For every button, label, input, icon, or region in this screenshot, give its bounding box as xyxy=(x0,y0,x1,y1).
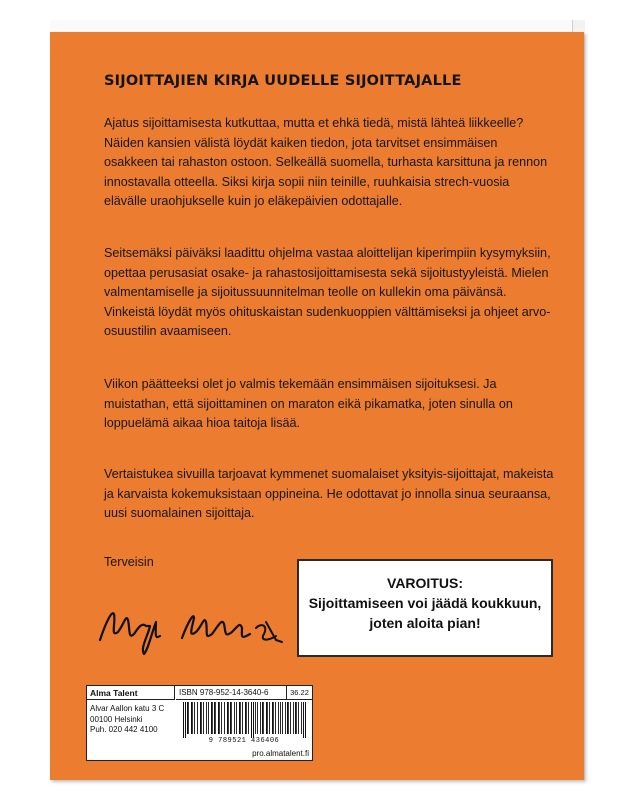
barcode-bar xyxy=(280,702,281,734)
handwritten-signature xyxy=(90,592,290,662)
barcode-bar xyxy=(206,702,207,734)
barcode-bar xyxy=(221,702,222,734)
barcode-bar xyxy=(185,702,186,738)
barcode-bar xyxy=(290,702,291,734)
paragraph-week-end: Viikon päätteeksi olet jo valmis tekemään ensimmäisen sijoituksesi. Ja muistathan, että sijoittaminen on maraton eikä pikamatka, joten sinulla on loppuelämä aikaa hioa taitoja lisää. xyxy=(104,377,513,431)
barcode-bar xyxy=(245,702,247,734)
barcode-bar xyxy=(287,702,289,734)
barcode-bar xyxy=(183,702,184,738)
barcode-bar xyxy=(266,702,268,734)
barcode-bar xyxy=(191,702,193,734)
barcode-bar xyxy=(230,702,232,734)
barcode-bar xyxy=(260,702,261,734)
barcode-bar xyxy=(301,702,302,734)
barcode-bar xyxy=(293,702,294,734)
warning-box xyxy=(297,559,553,657)
barcode-bar xyxy=(239,702,241,734)
barcode-bar xyxy=(262,702,264,734)
barcode-bar xyxy=(211,702,213,734)
barcode-bar xyxy=(234,702,235,734)
address-line: Alvar Aallon katu 3 C xyxy=(90,704,165,713)
barcode-bar xyxy=(298,702,299,734)
barcode-bar xyxy=(242,702,243,734)
barcode-bar xyxy=(257,702,258,734)
barcode-bar xyxy=(255,702,256,734)
barcode-bar xyxy=(253,702,254,738)
paragraph-program: Seitsemäksi päiväksi laadittu ohjelma vastaa aloittelijan kiperimpiin kysymyksiin, opettaa perusasiat osake- ja rahastosijoittamisesta sekä sijoitustyyleistä. Mielen valmentamiselle ja sijoitussuunnitelman teolle on kullekin oma päivänsä. Vinkeistä löydät myös ohituskaistan sudenkuoppien välttämiseksi ja ohjeet arvo-osuustilin avaamiseen. xyxy=(104,246,551,339)
address-line: 00100 Helsinki xyxy=(90,714,143,724)
barcode-bar xyxy=(282,702,283,734)
barcode-bar xyxy=(236,702,237,734)
barcode-bar xyxy=(305,702,306,738)
barcode-bar xyxy=(285,702,286,734)
barcode-bar xyxy=(275,702,276,734)
barcode-bar xyxy=(194,702,195,734)
barcode-bar xyxy=(227,702,229,734)
closing-greeting: Terveisin xyxy=(104,555,154,569)
barcode-bar xyxy=(269,702,270,734)
barcode-bar xyxy=(272,702,274,734)
classification-code: 36.22 xyxy=(286,686,312,700)
barcode-bar xyxy=(187,702,189,734)
cover-headline: SIJOITTAJIEN KIRJA UUDELLE SIJOITTAJALLE xyxy=(104,73,462,89)
barcode-number: 9 789521 436406 xyxy=(208,737,280,745)
publisher-name: Alma Talent xyxy=(87,686,175,700)
barcode-bar xyxy=(248,702,249,734)
publisher-website: pro.almatalent.fi xyxy=(252,749,309,758)
paragraph-peer-support: Vertaistukea sivuilla tarjoavat kymmenet suomalaiset yksityis-sijoittajat, makeista ja karvaista kokemuksistaan oppineina. He odottavat jo innolla sinua seuraansa, uusi suomalainen sijoittaja. xyxy=(104,467,554,521)
publisher-info-box xyxy=(86,685,313,761)
paragraph-intro: Ajatus sijoittamisesta kutkuttaa, mutta et ehkä tiedä, mistä lähteä liikkeelle? Näiden kansien välistä löydät kaiken tiedon, jota tarvitset ensimmäisen osakkeen tai rahaston ostoon. Selkeällä suomella, turhasta karsittuna ja rennon innostavalla otteella. Siksi kirja sopii niin teinille, ruuhkaisia strech-vuosia elävälle uraohjukselle kuin jo eläkepäivien odottajalle. xyxy=(104,116,548,209)
isbn-label: ISBN 978-952-14-3640-6 xyxy=(176,686,286,700)
book-back-cover xyxy=(50,32,584,780)
barcode-bar xyxy=(214,702,216,734)
barcode-bar xyxy=(200,702,202,734)
barcode-bar xyxy=(303,702,304,738)
barcode-bar xyxy=(218,702,220,734)
barcode-bar xyxy=(224,702,225,734)
barcode-bar xyxy=(251,702,252,738)
barcode-bar xyxy=(278,702,279,734)
book-top-edge xyxy=(50,20,584,32)
publisher-address xyxy=(90,704,164,736)
warning-text: Sijoittamiseen voi jäädä koukkuun, joten aloita pian! xyxy=(308,595,542,631)
barcode-bar xyxy=(208,702,209,734)
warning-title: VAROITUS: xyxy=(387,575,463,591)
isbn-barcode xyxy=(181,702,309,738)
barcode-bar xyxy=(295,702,297,734)
address-line: Puh. 020 442 4100 xyxy=(90,725,158,734)
barcode-bar xyxy=(197,702,198,734)
barcode-bar xyxy=(203,702,204,734)
